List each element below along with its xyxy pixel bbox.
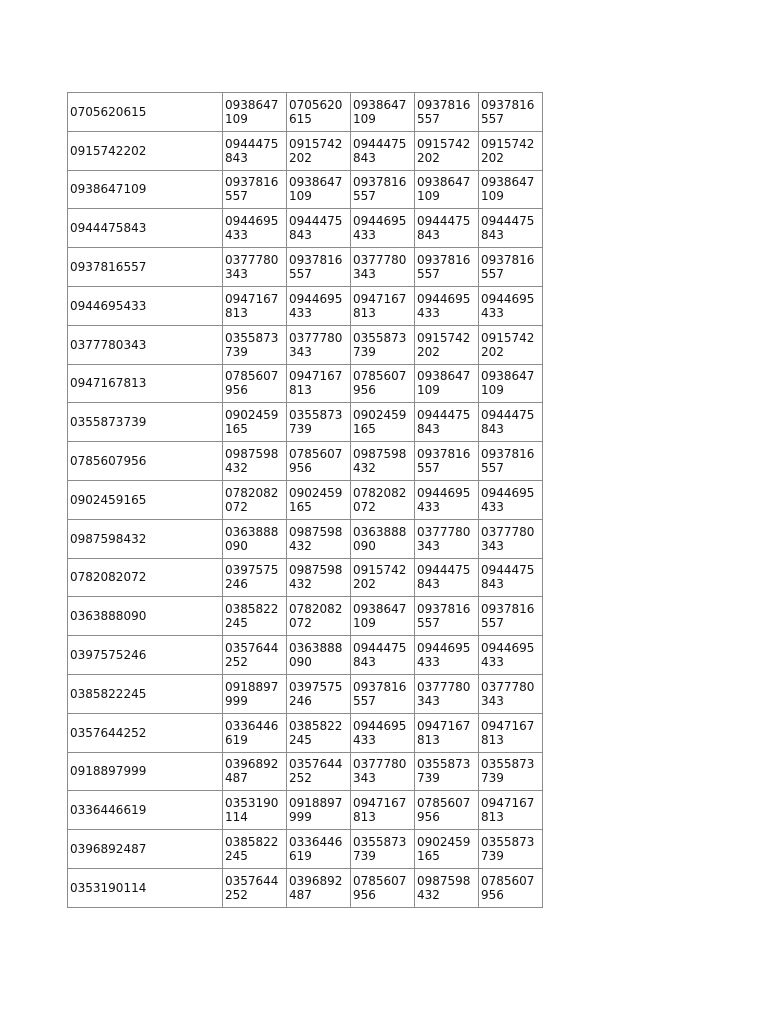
- table-row: [68, 209, 543, 248]
- table-body: [68, 93, 543, 908]
- number-cell: 0782082072: [223, 480, 287, 519]
- number-cell: 0987598432: [351, 442, 415, 481]
- number-cell: 0944475843: [223, 131, 287, 170]
- primary-number-cell: 0353190114: [68, 868, 223, 907]
- number-cell: 0944475843: [351, 131, 415, 170]
- number-cell: 0937816557: [479, 597, 543, 636]
- number-cell: 0938647109: [287, 170, 351, 209]
- table-row: [68, 674, 543, 713]
- number-cell: 0902459165: [287, 480, 351, 519]
- number-cell: 0915742202: [415, 325, 479, 364]
- number-cell: 0944695433: [287, 286, 351, 325]
- number-cell: 0397575246: [287, 674, 351, 713]
- number-cell: 0938647109: [415, 364, 479, 403]
- number-cell: 0937816557: [287, 248, 351, 287]
- number-cell: 0944475843: [479, 209, 543, 248]
- number-cell: 0377780343: [415, 674, 479, 713]
- number-cell: 0357644252: [287, 752, 351, 791]
- number-cell: 0937816557: [479, 93, 543, 132]
- primary-number-cell: 0782082072: [68, 558, 223, 597]
- table-row: [68, 325, 543, 364]
- number-cell: 0944695433: [415, 636, 479, 675]
- number-cell: 0355873739: [351, 325, 415, 364]
- number-cell: 0944475843: [479, 403, 543, 442]
- number-cell: 0396892487: [287, 868, 351, 907]
- number-cell: 0785607956: [223, 364, 287, 403]
- table-row: [68, 868, 543, 907]
- table-row: [68, 558, 543, 597]
- primary-number-cell: 0705620615: [68, 93, 223, 132]
- number-cell: 0355873739: [479, 830, 543, 869]
- number-cell: 0918897999: [287, 791, 351, 830]
- number-cell: 0915742202: [287, 131, 351, 170]
- primary-number-cell: 0355873739: [68, 403, 223, 442]
- number-cell: 0357644252: [223, 868, 287, 907]
- number-cell: 0785607956: [479, 868, 543, 907]
- number-cell: 0944475843: [479, 558, 543, 597]
- table-row: [68, 519, 543, 558]
- primary-number-cell: 0944695433: [68, 286, 223, 325]
- primary-number-cell: 0987598432: [68, 519, 223, 558]
- number-cell: 0902459165: [351, 403, 415, 442]
- table-row: [68, 286, 543, 325]
- number-cell: 0944695433: [223, 209, 287, 248]
- number-cell: 0947167813: [479, 791, 543, 830]
- primary-number-cell: 0357644252: [68, 713, 223, 752]
- number-cell: 0944695433: [479, 286, 543, 325]
- number-cell: 0336446619: [287, 830, 351, 869]
- table-row: [68, 364, 543, 403]
- number-cell: 0944475843: [415, 403, 479, 442]
- number-cell: 0782082072: [287, 597, 351, 636]
- table-row: [68, 713, 543, 752]
- number-cell: 0915742202: [479, 325, 543, 364]
- table-row: [68, 636, 543, 675]
- number-cell: 0937816557: [415, 93, 479, 132]
- number-cell: 0785607956: [351, 868, 415, 907]
- number-cell: 0947167813: [415, 713, 479, 752]
- table-row: [68, 830, 543, 869]
- number-cell: 0938647109: [479, 364, 543, 403]
- number-cell: 0377780343: [287, 325, 351, 364]
- number-cell: 0947167813: [287, 364, 351, 403]
- primary-number-cell: 0902459165: [68, 480, 223, 519]
- number-cell: 0902459165: [223, 403, 287, 442]
- number-cell: 0377780343: [351, 752, 415, 791]
- table-row: [68, 442, 543, 481]
- number-cell: 0944475843: [415, 209, 479, 248]
- number-cell: 0782082072: [351, 480, 415, 519]
- table-row: [68, 403, 543, 442]
- table-row: [68, 480, 543, 519]
- number-cell: 0377780343: [479, 519, 543, 558]
- number-cell: 0947167813: [223, 286, 287, 325]
- number-cell: 0336446619: [223, 713, 287, 752]
- primary-number-cell: 0385822245: [68, 674, 223, 713]
- table-row: [68, 170, 543, 209]
- number-cell: 0918897999: [223, 674, 287, 713]
- number-cell: 0363888090: [223, 519, 287, 558]
- table-row: [68, 791, 543, 830]
- number-cell: 0353190114: [223, 791, 287, 830]
- number-cell: 0355873739: [479, 752, 543, 791]
- number-cell: 0385822245: [287, 713, 351, 752]
- number-cell: 0785607956: [351, 364, 415, 403]
- number-cell: 0938647109: [479, 170, 543, 209]
- number-cell: 0355873739: [287, 403, 351, 442]
- primary-number-cell: 0938647109: [68, 170, 223, 209]
- number-cell: 0377780343: [223, 248, 287, 287]
- number-cell: 0355873739: [415, 752, 479, 791]
- number-cell: 0915742202: [351, 558, 415, 597]
- primary-number-cell: 0363888090: [68, 597, 223, 636]
- number-cell: 0944475843: [415, 558, 479, 597]
- number-cell: 0377780343: [351, 248, 415, 287]
- number-cell: 0385822245: [223, 597, 287, 636]
- number-cell: 0396892487: [223, 752, 287, 791]
- number-cell: 0397575246: [223, 558, 287, 597]
- number-cell: 0785607956: [287, 442, 351, 481]
- primary-number-cell: 0947167813: [68, 364, 223, 403]
- number-cell: 0947167813: [351, 286, 415, 325]
- number-cell: 0937816557: [351, 674, 415, 713]
- number-cell: 0377780343: [479, 674, 543, 713]
- phone-number-table: [67, 92, 543, 908]
- number-cell: 0944695433: [351, 713, 415, 752]
- number-cell: 0947167813: [351, 791, 415, 830]
- number-cell: 0377780343: [415, 519, 479, 558]
- table-row: [68, 597, 543, 636]
- number-cell: 0937816557: [415, 442, 479, 481]
- primary-number-cell: 0937816557: [68, 248, 223, 287]
- table-row: [68, 248, 543, 287]
- number-cell: 0785607956: [415, 791, 479, 830]
- number-cell: 0987598432: [415, 868, 479, 907]
- number-cell: 0385822245: [223, 830, 287, 869]
- number-cell: 0987598432: [287, 558, 351, 597]
- primary-number-cell: 0785607956: [68, 442, 223, 481]
- number-cell: 0937816557: [479, 248, 543, 287]
- primary-number-cell: 0336446619: [68, 791, 223, 830]
- number-cell: 0944695433: [415, 480, 479, 519]
- number-cell: 0944695433: [479, 480, 543, 519]
- number-cell: 0944475843: [351, 636, 415, 675]
- primary-number-cell: 0915742202: [68, 131, 223, 170]
- primary-number-cell: 0397575246: [68, 636, 223, 675]
- number-cell: 0937816557: [415, 248, 479, 287]
- number-cell: 0355873739: [223, 325, 287, 364]
- number-cell: 0944475843: [287, 209, 351, 248]
- primary-number-cell: 0918897999: [68, 752, 223, 791]
- number-cell: 0937816557: [415, 597, 479, 636]
- number-cell: 0937816557: [479, 442, 543, 481]
- table-row: [68, 131, 543, 170]
- number-cell: 0363888090: [351, 519, 415, 558]
- number-cell: 0902459165: [415, 830, 479, 869]
- number-cell: 0937816557: [223, 170, 287, 209]
- primary-number-cell: 0396892487: [68, 830, 223, 869]
- primary-number-cell: 0377780343: [68, 325, 223, 364]
- number-cell: 0938647109: [351, 597, 415, 636]
- primary-number-cell: 0944475843: [68, 209, 223, 248]
- number-cell: 0357644252: [223, 636, 287, 675]
- number-cell: 0915742202: [479, 131, 543, 170]
- table-row: [68, 752, 543, 791]
- number-cell: 0705620615: [287, 93, 351, 132]
- number-cell: 0938647109: [223, 93, 287, 132]
- number-cell: 0915742202: [415, 131, 479, 170]
- number-cell: 0987598432: [287, 519, 351, 558]
- number-cell: 0355873739: [351, 830, 415, 869]
- number-cell: 0947167813: [479, 713, 543, 752]
- number-cell: 0944695433: [351, 209, 415, 248]
- number-cell: 0937816557: [351, 170, 415, 209]
- number-cell: 0938647109: [415, 170, 479, 209]
- number-cell: 0944695433: [415, 286, 479, 325]
- number-cell: 0363888090: [287, 636, 351, 675]
- number-cell: 0938647109: [351, 93, 415, 132]
- number-cell: 0987598432: [223, 442, 287, 481]
- number-cell: 0944695433: [479, 636, 543, 675]
- table-row: [68, 93, 543, 132]
